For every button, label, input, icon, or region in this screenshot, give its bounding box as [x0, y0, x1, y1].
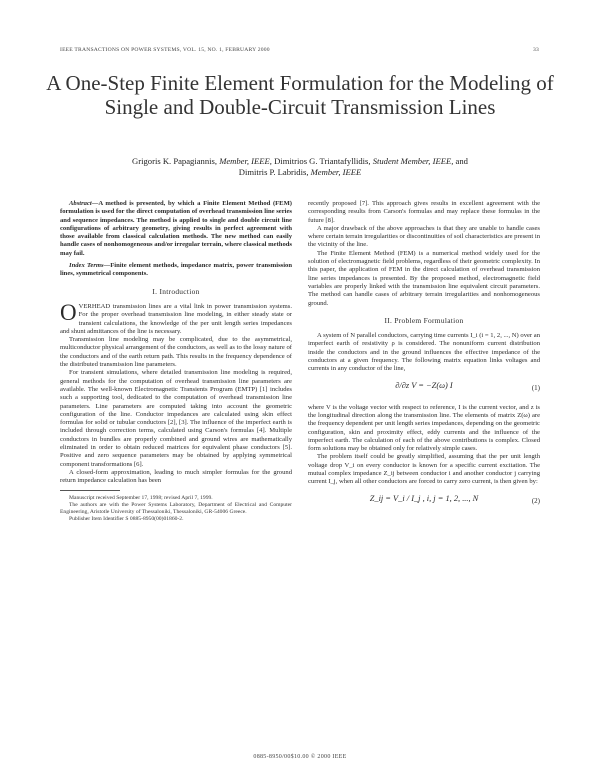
right-paragraph-3: The Finite Element Method (FEM) is a numerical method widely used for the solution of electromagnetic field problems, regardless of their geometric complexity. In this paper, the application of FEM in the direct calculation of overhead transmission line series impedances is presented. By the proposed method, electromagnetic field variables are properly linked with the transmission line equivalent circuit parameters. The method can handle cases of arbitrary terrain irregularities and nonhomogeneous ground.	[308, 249, 540, 307]
author-block	[60, 156, 540, 178]
abstract-label: Abstract—	[69, 200, 99, 207]
copyright-footer: 0885-8950/00$10.00 © 2000 IEEE	[253, 754, 347, 760]
equation-2-expression: Z_ij = V_i / I_j , i, j = 1, 2, ..., N	[369, 493, 479, 503]
abstract-text: A method is presented, by which a Finite Element Method (FEM) formulation is used for the direct computation of overhead transmission line series and sequence impedances. The method is applied to single and double circuit line configurations of arbitrary geometry, giving results in perfect agreement with those available from classical calculation methods. The new method can easily handle cases of nonhomogeneous and/or irregular terrain, where classical methods may fail.	[60, 200, 292, 257]
equation-1	[308, 379, 540, 399]
formulation-paragraph-2: where V is the voltage vector with respect to reference, I is the current vector, and z is the longitudinal direction along the transmission line. The elements of matrix Z(ω) are the frequency dependent per unit length series impedances, depending on the geometric configuration, skin and proximity effect, eddy currents and the influence of the imperfect earth. The calculation of each of the above contributions is complex. Closed form solutions may be obtained only for relatively simple cases.	[308, 403, 540, 453]
right-paragraph-2: A major drawback of the above approaches is that they are unable to handle cases where certain terrain irregularities or discontinuities of soil characteristics are present in the vicinity of the line.	[308, 224, 540, 249]
intro-paragraph-3: For transient simulations, where detailed transmission line modeling is required, general methods for the computation of overhead transmission line parameters are available. The well-known Electromagnetic Transients Program (EMTP) [1] includes such a supporting tool, dedicated to the computation of overhead transmission line parameters. Line parameters are computed taking into account the geometric configuration of the line. Conductor impedances are calculated using skin effect formulas for solid or tubular conductors [2], [3]. The influence of the imperfect earth is included through correction terms, calculated using Carson's formulas [4]. Multiple conductors in bundles are properly combined and ground wires are mathematically eliminated in order to obtain reduced matrices for equivalent phase conductors [5]. Positive and zero sequence parameters may be obtained by applying symmetrical component transformations [6].	[60, 369, 292, 468]
footnote-affiliation: The authors are with the Power Systems Laboratory, Department of Electrical and Computer Engineering, Aristotle University of Thessaloniki, Thessaloniki, GR-54006 Greece.	[60, 501, 292, 515]
formulation-paragraph-1: A system of N parallel conductors, carrying time currents I_i (i = 1, 2, ..., N) over an imperfect earth of resistivity ρ is considered. The nonuniform current distribution inside the conductors and in the ground influences the effective impedance of the conductors at a given frequency. The following matrix equation links voltages and currents in any conductor of the line,	[308, 332, 540, 373]
footnote-publisher-id: Publisher Item Identifier S 0885-8950(00)01860-2.	[69, 515, 184, 522]
footnote-received: Manuscript received September 17, 1998; revised April 7, 1999.	[69, 494, 213, 501]
author-2-role: Student Member, IEEE,	[372, 156, 454, 166]
author-1-name: Grigoris K. Papagiannis,	[132, 156, 218, 166]
left-column	[60, 200, 292, 523]
author-3-name: Dimitris P. Labridis,	[238, 167, 309, 177]
abstract	[60, 200, 292, 258]
paper-title: A One-Step Finite Element Formulation for the Modeling of Single and Double-Circuit Transmission Lines	[46, 71, 554, 119]
drop-cap: O	[60, 299, 77, 325]
author-line-2	[60, 167, 540, 178]
equation-1-expression: ∂/∂z V = −Z(ω) I	[395, 380, 453, 390]
equation-2	[308, 492, 540, 512]
equation-2-number: (2)	[531, 496, 540, 505]
footnote-rule	[60, 490, 120, 491]
running-header-journal: IEEE TRANSACTIONS ON POWER SYSTEMS, VOL. 15, NO. 1, FEBRUARY 2000	[60, 47, 270, 53]
intro-paragraph-4: A closed-form approximation, leading to much simpler formulas for the ground return impedance calculation has been	[60, 468, 292, 485]
right-column	[308, 200, 540, 517]
author-and: and	[455, 156, 468, 166]
right-paragraph-1: recently proposed [7]. This approach gives results in excellent agreement with the corresponding results from Carson's formulas and may replace these formulas in the future [8].	[308, 200, 540, 224]
author-1-role: Member, IEEE,	[219, 156, 272, 166]
formulation-paragraph-3: The problem itself could be greatly simplified, assuming that the per unit length voltage drop V_i on every conductor is known for a specific current excitation. The mutual complex impedance Z_ij between conductor i and another conductor j carrying current I_j, when all other conductors are forced to carry zero current, is then given by:	[308, 453, 540, 486]
author-line-1	[60, 156, 540, 167]
index-terms-text: Finite element methods, impedance matrix, power transmission lines, symmetrical components.	[60, 262, 292, 278]
intro-paragraph-1: OVERHEAD transmission lines are a vital link in power transmission systems. For the proper overhead transmission line modeling, in either steady state or transient calculations, the knowledge of the per unit length series impedances and shunt admittances of the line is necessary.	[60, 299, 292, 335]
page-number: 33	[533, 47, 539, 53]
intro-paragraph-2: Transmission line modeling may be complicated, due to the asymmetrical, multiconductor physical arrangement of the conductors, as well as to the lossy nature of the conductors and of the earth return path. This results in the frequency dependence of the distributed transmission line parameters.	[60, 336, 292, 369]
section-1-heading: I. Introduction	[152, 286, 200, 296]
index-terms	[60, 262, 292, 279]
section-2-heading: II. Problem Formulation	[384, 315, 464, 325]
equation-1-number: (1)	[531, 383, 540, 392]
author-3-role: Member, IEEE	[310, 167, 362, 177]
index-terms-label: Index Terms—	[69, 262, 111, 270]
author-2-name: Dimitrios G. Triantafyllidis,	[274, 156, 371, 166]
